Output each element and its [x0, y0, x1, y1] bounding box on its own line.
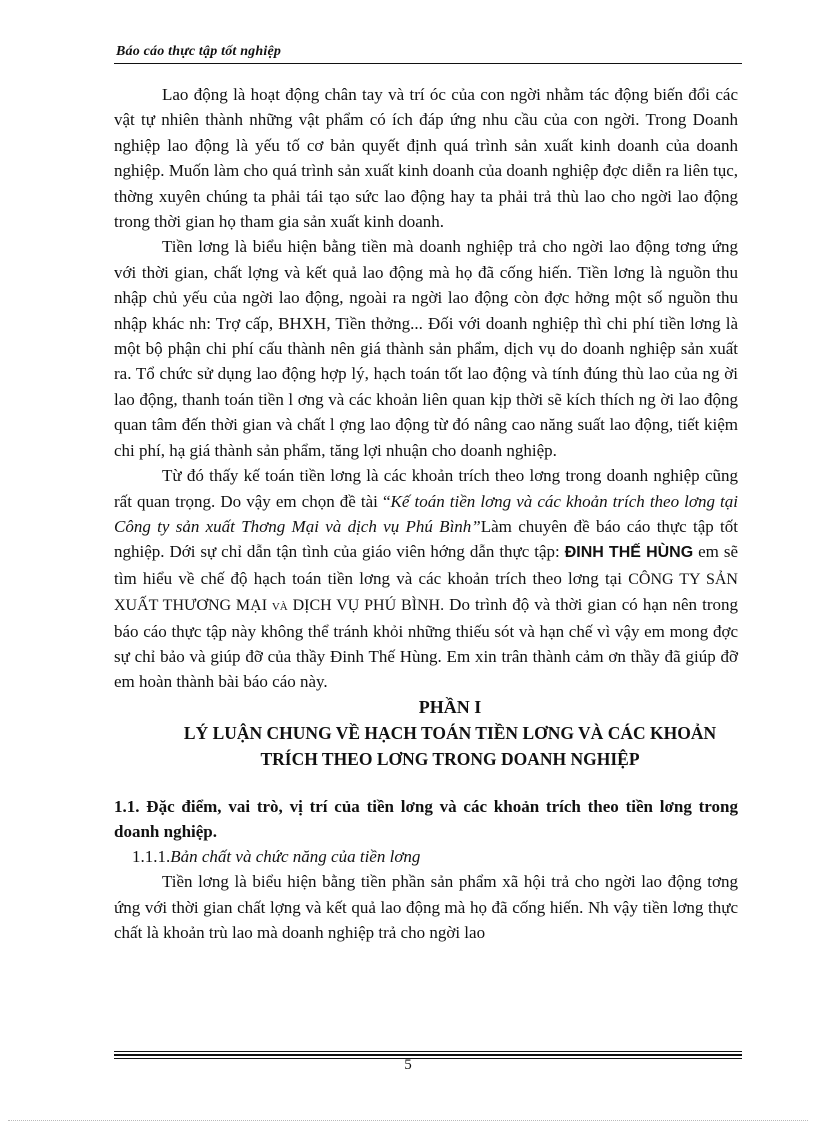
paragraph-2: Tiền lơng là biểu hiện bằng tiền mà doanh nghiệp trả cho ngời lao động tơng ứng với thời gian, chất lợng và kết quả lao động mà họ đã cống hiến. Tiền lơng là nguồn thu nhập chủ yếu của ngời lao động, ngoài ra ngời lao động còn đợc hởng một số nguồn thu nhập khác nh: Trợ cấp, BHXH, Tiền thởng... Đối với doanh nghiệp thì chi phí tiền lơng là một bộ phận chi phí cấu thành nên giá thành sản phẩm, dịch vụ do doanh nghiệp sản xuất ra. Tổ chức sử dụng lao động hợp lý, hạch toán tốt lao động và tính đúng thù lao của ng ời lao động, thanh toán tiền l ơng và các khoản liên quan kịp thời sẽ kích thích ng ời lao động quan tâm đến thời gian và chất l ợng lao động từ đó nâng cao năng suất lao động, tiết kiệm chi phí, hạ giá thành sản phẩm, tăng lợi nhuận cho doanh nghiệp.	[114, 237, 738, 460]
page-edge-dotted	[8, 1120, 808, 1121]
teacher-name: ĐINH THẾ HÙNG	[564, 544, 694, 562]
paragraph-3	[114, 463, 738, 695]
company-name: CÔNG TY SẢN XUẤT THƯƠNG MẠI và DỊCH VỤ PHÚ BÌNH.	[114, 570, 738, 615]
paragraph-3-text-c: em sẽ tìm hiểu về chế độ hạch toán tiền lơng và các khoản trích theo lơng tại	[114, 542, 738, 588]
section-title: Bản chất và chức năng của tiền lơng	[170, 846, 421, 866]
thesis-title: Kế toán tiền lơng và các khoản trích theo lơng tại Công ty sản xuất Thơng Mại và dịch vụ Phú Bình”	[114, 491, 738, 536]
document-body	[114, 82, 738, 945]
section-heading-1-1-1	[114, 844, 738, 869]
header-rule	[114, 63, 742, 64]
footer-rule-middle	[114, 1054, 742, 1056]
running-header: Báo cáo thực tập tốt nghiệp	[116, 44, 282, 59]
paragraph-last: Tiền lơng là biểu hiện bằng tiền phần sản phẩm xã hội trả cho ngời lao động tơng ứng với thời gian chất lợng và kết quả lao động mà họ đã cống hiến. Nh vậy tiền lơng thực chất là khoản trù lao mà doanh nghiệp trả cho ngời lao	[114, 872, 738, 942]
paragraph-1: Lao động là hoạt động chân tay và trí óc của con ngời nhằm tác động biến đổi các vật tự nhiên thành những vật phẩm có ích đáp ứng nhu cầu của con ngời. Trong Doanh nghiệp lao động là yếu tố cơ bản quyết định quá trình sản xuất kinh doanh của doanh nghiệp. Muốn làm cho quá trình sản xuất kinh doanh của doanh nghiệp đợc diễn ra liên tục, thờng xuyên chúng ta phải tái tạo sức lao động hay ta phải trả thù lao cho ngời lao động trong thời gian họ tham gia sản xuất kinh doanh.	[114, 85, 738, 232]
page-number: 5	[404, 1057, 412, 1073]
part-title-line-1: LÝ LUẬN CHUNG VỀ HẠCH TOÁN TIỀN LƠNG VÀ CÁC KHOẢN	[183, 722, 717, 743]
footer-rule-top	[114, 1051, 742, 1052]
part-title-line-2: TRÍCH THEO LƠNG TRONG DOANH NGHIỆP	[260, 748, 640, 769]
paragraph-3-text-d: Do trình độ và thời gian có hạn nên trong báo cáo thực tập này không thể tránh khỏi những thiếu sót và hạn chế vì vậy em mong đợc sự chỉ bảo và giúp đỡ của thầy Đinh Thế Hùng. Em xin trân thành cảm ơn thầy đã giúp đỡ em hoàn thành bài báo cáo này.	[114, 595, 739, 692]
section-number: 1.1.1.	[132, 846, 171, 866]
paragraph-3-text-b: Làm chuyên đề báo cáo thực tập tốt nghiệp. Dới sự chỉ dẫn tận tình của giáo viên hớng dẫn thực tập:	[114, 516, 738, 562]
section-heading-1-1: 1.1. Đặc điểm, vai trò, vị trí của tiền lơng và các khoản trích theo tiền lơng trong doanh nghiệp.	[114, 796, 738, 841]
part-label: PHẦN I	[418, 696, 482, 717]
paragraph-3-text-a: Từ đó thấy kế toán tiền lơng là các khoản trích theo lơng trong doanh nghiệp cũng rất quan trọng. Do vậy em chọn đề tài “	[114, 466, 738, 511]
